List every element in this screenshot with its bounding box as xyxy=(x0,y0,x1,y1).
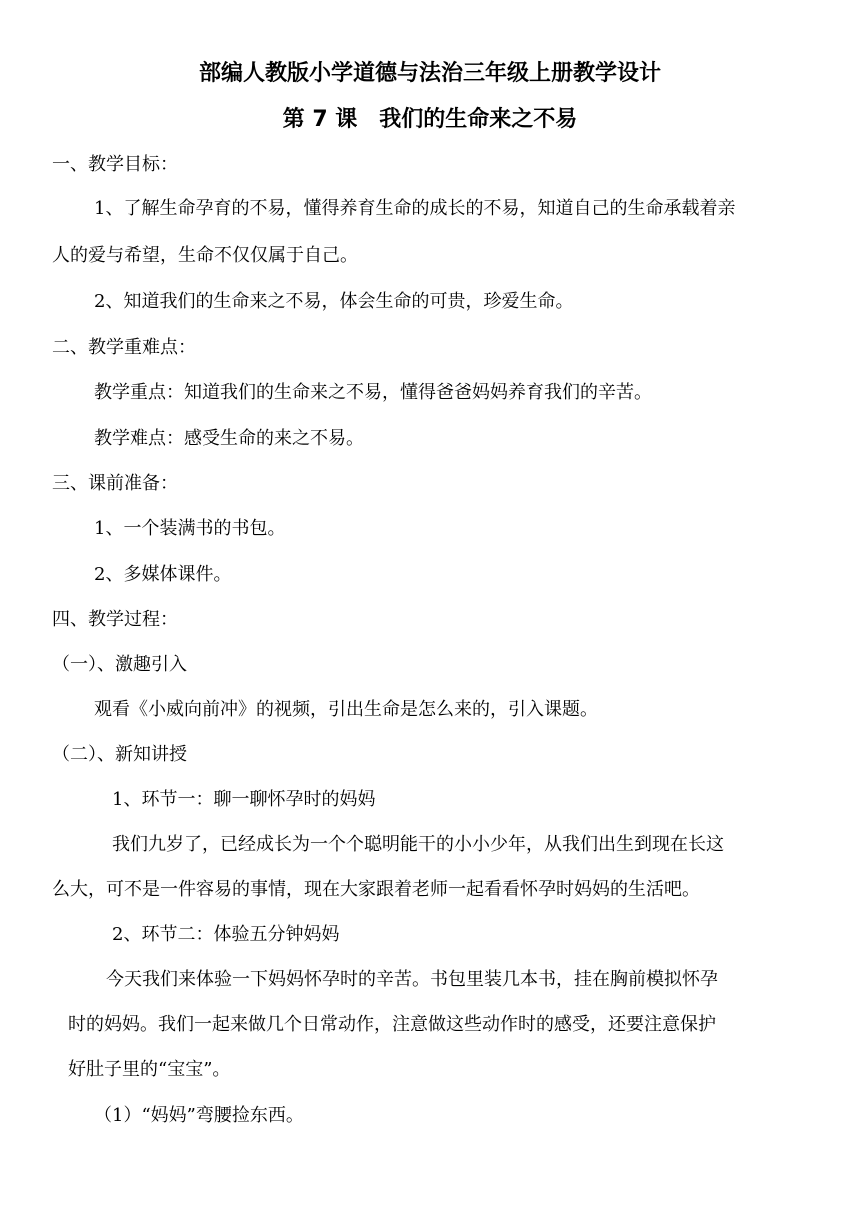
paragraph-line: 今天我们来体验一下妈妈怀孕时的辛苦。书包里装几本书，挂在胸前模拟怀孕 xyxy=(106,969,718,990)
subsection-heading: （一）、激趣引入 xyxy=(52,654,187,675)
paragraph-line: 2、知道我们的生命来之不易，体会生命的可贵，珍爱生命。 xyxy=(94,291,574,312)
section-heading-key-points: 二、教学重难点： xyxy=(52,337,196,358)
section-heading-preparation: 三、课前准备： xyxy=(52,473,178,494)
paragraph-line: （1）“妈妈”弯腰捡东西。 xyxy=(94,1105,304,1126)
paragraph-line: 2、多媒体课件。 xyxy=(94,564,232,585)
paragraph-line: 教学重点：知道我们的生命来之不易，懂得爸爸妈妈养育我们的辛苦。 xyxy=(94,382,652,403)
paragraph-line: 人的爱与希望，生命不仅仅属于自己。 xyxy=(52,245,358,266)
paragraph-line: 我们九岁了，已经成长为一个个聪明能干的小小少年，从我们出生到现在长这 xyxy=(112,834,724,855)
paragraph-line: 教学难点：感受生命的来之不易。 xyxy=(94,428,364,449)
paragraph-line: 1、一个装满书的书包。 xyxy=(94,518,286,539)
paragraph-line: 观看《小威向前冲》的视频，引出生命是怎么来的，引入课题。 xyxy=(94,699,598,720)
section-heading-process: 四、教学过程： xyxy=(52,609,178,630)
paragraph-line: 好肚子里的“宝宝”。 xyxy=(68,1059,231,1080)
section-heading-goals: 一、教学目标： xyxy=(52,154,178,175)
step-heading: 2、环节二：体验五分钟妈妈 xyxy=(112,924,340,945)
subsection-heading: （二）、新知讲授 xyxy=(52,744,187,765)
step-heading: 1、环节一：聊一聊怀孕时的妈妈 xyxy=(112,789,376,810)
paragraph-line: 1、了解生命孕育的不易，懂得养育生命的成长的不易，知道自己的生命承载着亲 xyxy=(94,198,736,219)
lesson-title: 第 7 课 我们的生命来之不易 xyxy=(282,107,578,132)
paragraph-line: 时的妈妈。我们一起来做几个日常动作，注意做这些动作时的感受，还要注意保护 xyxy=(68,1014,716,1035)
paragraph-line: 么大，可不是一件容易的事情，现在大家跟着老师一起看看怀孕时妈妈的生活吧。 xyxy=(52,879,700,900)
document-title: 部编人教版小学道德与法治三年级上册教学设计 xyxy=(198,61,661,86)
